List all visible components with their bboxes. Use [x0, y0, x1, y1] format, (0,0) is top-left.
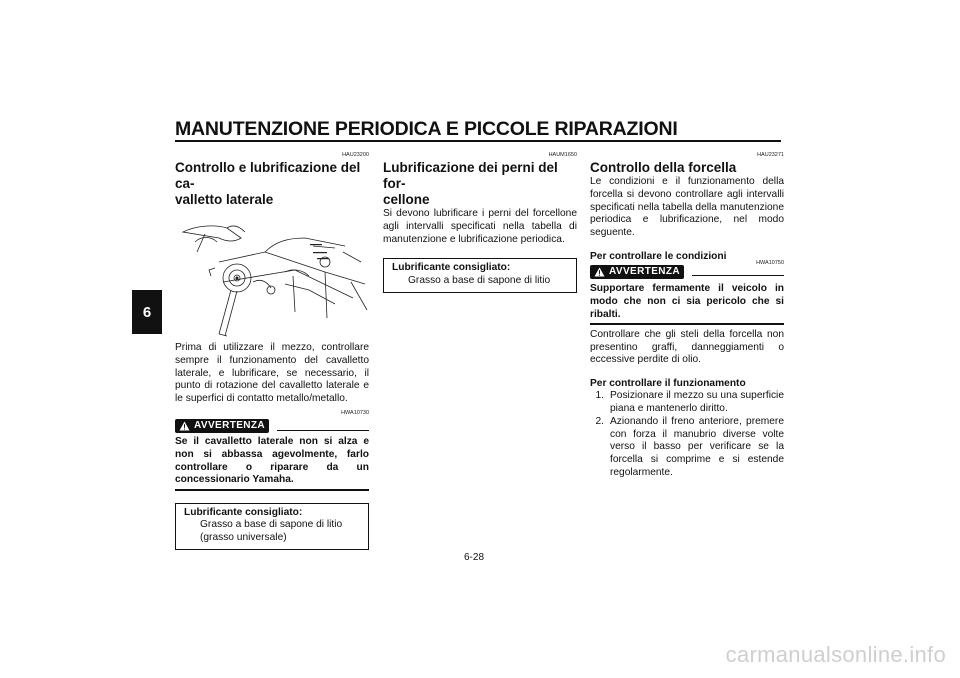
- warning-header: [175, 419, 369, 433]
- section-heading: Lubrificazione dei perni del for- cellone: [383, 160, 558, 207]
- lubricant-line: Grasso a base di sapone di litio: [408, 274, 551, 286]
- page-number: 6-28: [464, 552, 485, 563]
- subheading-operation: Per controllare il funzionamento: [590, 378, 746, 390]
- lubricant-title: Lubrificante consigliato:: [392, 262, 511, 274]
- sidestand-drawing: [175, 212, 369, 342]
- lubricant-line: Grasso a base di sapone di litio: [200, 519, 343, 531]
- warning-line: [277, 430, 369, 431]
- subheading-condition: Per controllare le condizioni: [590, 250, 727, 262]
- column-fork: [590, 152, 784, 480]
- lubricant-line: (grasso universale): [200, 531, 287, 543]
- warning-text: Supportare fermamente il veicolo in modo che non ci sia pericolo che si ribalti.: [590, 282, 784, 320]
- section-body: Prima di utilizzare il mezzo, controllare sempre il funzionamento del cavalletto laterale, e lubrificare, se necessario, il punto di rotazione del cavalletto laterale e le superfici di contatto metallo/metallo.: [175, 342, 369, 405]
- lubricant-box: [383, 258, 577, 293]
- warning-triangle-icon: [179, 421, 190, 431]
- chapter-tab: 6: [132, 290, 162, 334]
- warning-code-wrap: [692, 259, 784, 276]
- warning-badge: AVVERTENZA: [590, 265, 684, 279]
- section-heading: Controllo e lubrificazione del ca- valletto laterale: [175, 160, 361, 207]
- warning-line: [692, 275, 784, 276]
- warning-rule: [590, 323, 784, 325]
- section-body: Le condizioni e il funzionamento della forcella si devono controllare agli intervalli specificati nella tabella della manutenzione periodica e lubrificazione, nel modo seguente.: [590, 176, 784, 239]
- warning-badge: AVVERTENZA: [175, 419, 269, 433]
- warning-text: Se il cavalletto laterale non si alza e non si abbassa agevolmente, farlo controllare o riparare da un concessionario Yamaha.: [175, 435, 369, 486]
- list-item: 2. Azionando il freno anteriore, premere con forza il manubrio diverse volte verso il basso per verificare se la forcella si comprime e si estende regolarmente.: [595, 415, 784, 479]
- steps-list: [590, 390, 784, 480]
- lubricant-box: [175, 503, 369, 551]
- warning-rule: [175, 489, 369, 491]
- section-body: Si devono lubrificare i perni del forcellone agli intervalli specificati nella tabella di manutenzione e lubrificazione periodica.: [383, 208, 577, 245]
- lubricant-title: Lubrificante consigliato:: [184, 506, 303, 518]
- section-code: HAU23271: [757, 152, 784, 158]
- page-title: MANUTENZIONE PERIODICA E PICCOLE RIPARAZIONI: [175, 118, 678, 140]
- column-side-stand: [175, 152, 369, 550]
- column-swingarm: [383, 152, 577, 293]
- section-code: HAU23200: [342, 152, 369, 158]
- section-code: HAUM1650: [548, 152, 577, 158]
- warning-header: [590, 259, 784, 279]
- title-rule: [175, 140, 781, 142]
- sidestand-illustration: [175, 212, 369, 342]
- watermark: carmanualsonline.info: [725, 642, 946, 667]
- warning-code: HWA10730: [341, 409, 369, 416]
- list-item: 1. Posizionare il mezzo su una superficie piana e mantenerlo diritto.: [595, 390, 784, 415]
- warning-triangle-icon: [594, 267, 605, 277]
- section-body: Controllare che gli steli della forcella non presentino graffi, danneggiamenti o eccessive perdite di olio.: [590, 328, 784, 366]
- section-heading: Controllo della forcella: [590, 160, 737, 175]
- warning-code: HWA10750: [756, 259, 784, 266]
